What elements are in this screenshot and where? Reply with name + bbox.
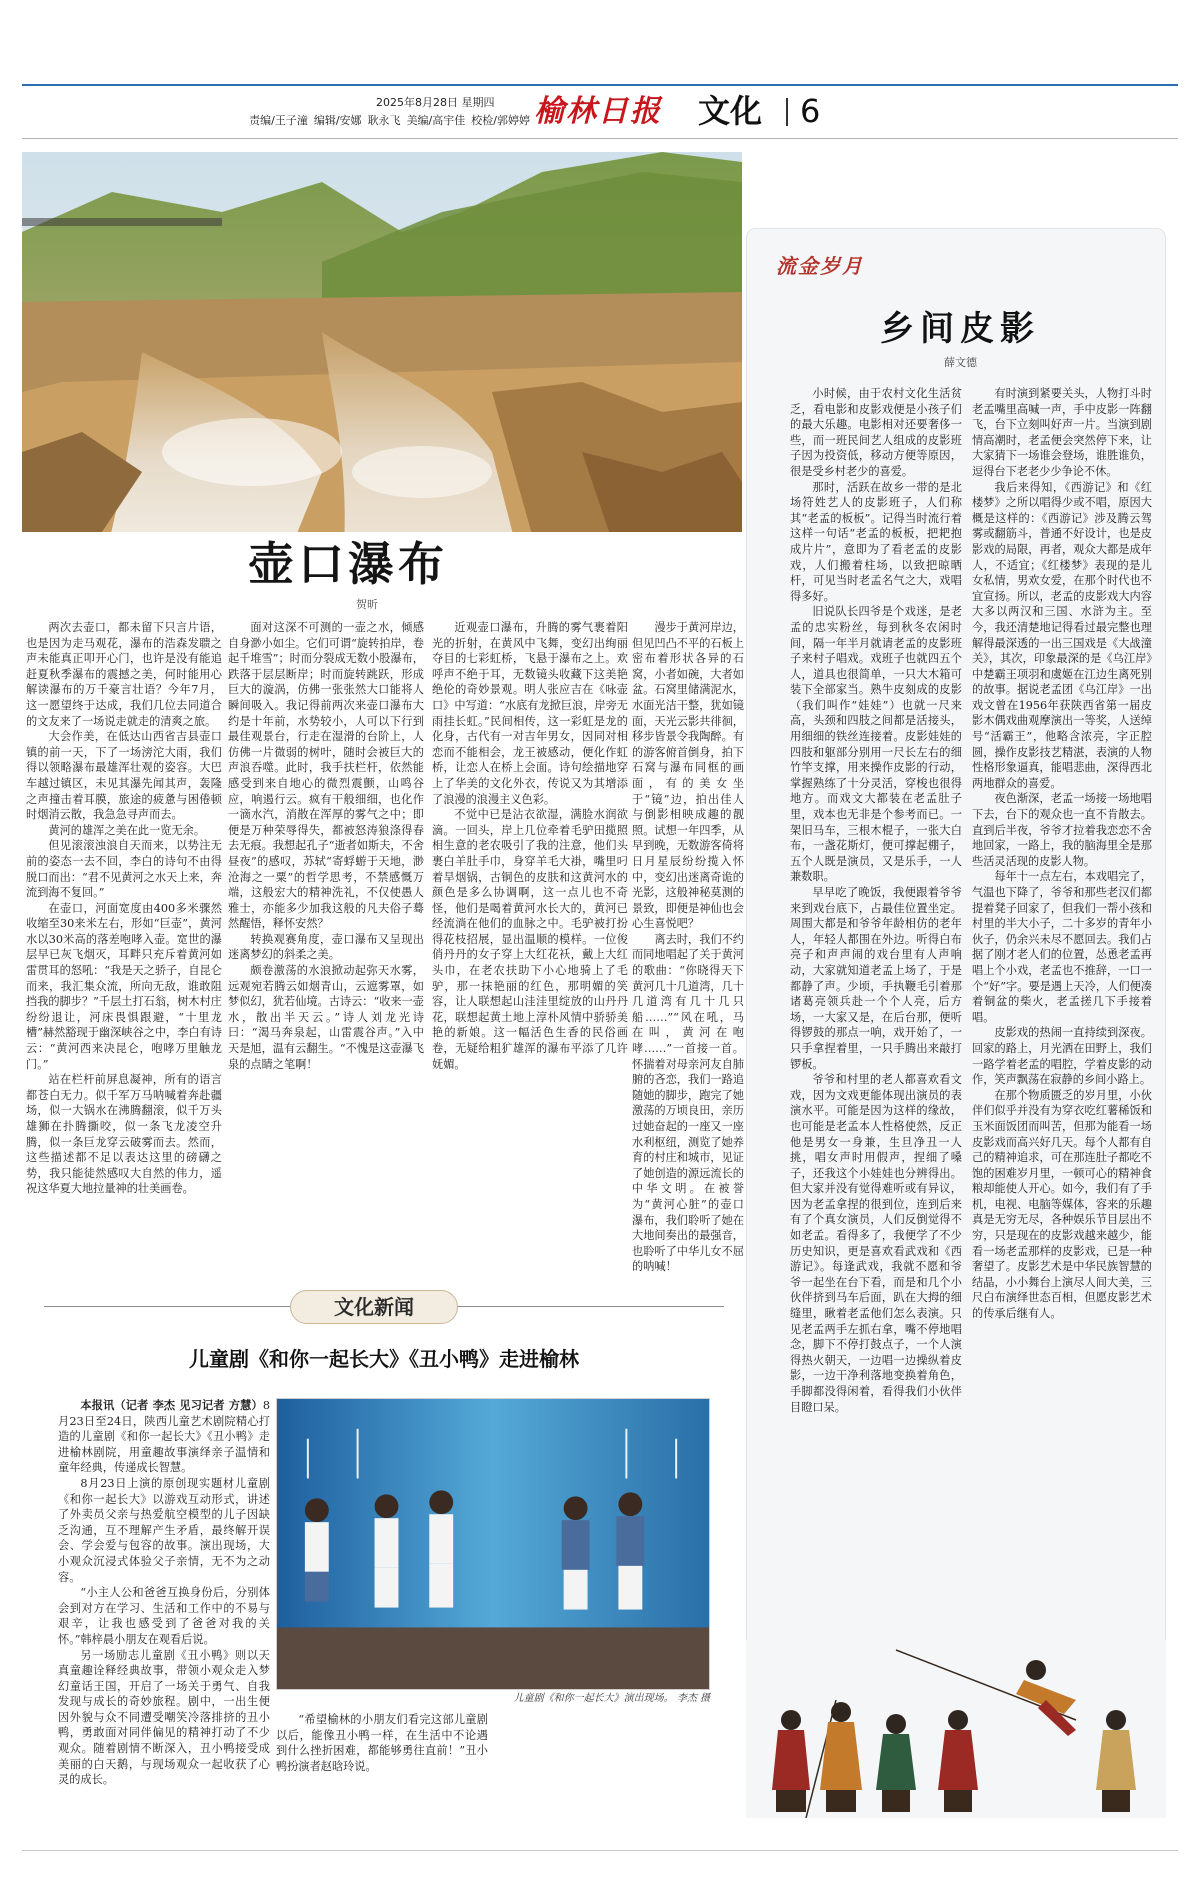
feature-paragraph: 面对这深不可测的一壶之水，倾感自身渺小如尘。它们可谓“旋转拍岸，卷起千堆雪”；时而分裂成无数小股瀑布，跌落于层层断岸；时而旋转跳跃，形成巨大的漩涡，仿佛一张张然大口能将人瞬间吸入。我记得前两次来壶口瀑布大约是十年前，水势较小，人可以下行到最佳观景台，行走在湿滑的台阶上，人仿佛一片微弱的树叶，随时会被巨大的声浪吞噬。此时，我手扶栏杆，依然能感受到来自地心的微烈震颤，山鸣谷应，响遏行云。疯有干般细细，也化作一滴水汽，消散在浑厚的雾气之中；即便是万种荣辱得失，都被怒涛狼涤得春去无痕。我想起孔子“逝者如斯夫，不舍昼夜”的感叹，苏轼“寄蜉蝣于天地，渺沧海之一粟”的哲学思考，不禁感慨万端，这般宏大的精神洗礼，不仅使愚人雅士，亦能多少加我这般的凡夫俗子蓦然醒悟，释怀安然？ xyxy=(228,621,424,931)
stage-illustration xyxy=(277,1399,709,1689)
feature-column-2 xyxy=(228,620,424,1342)
news-column-1 xyxy=(58,1398,270,1850)
waterfall-illustration xyxy=(22,152,742,570)
news-lead-text: 8月23日至24日，陕西儿童艺术剧院精心打造的儿童剧《和你一起长大》《丑小鸭》走进榆林剧院，用童趣故事演绎亲子温情和童年经典，传递成长智慧。 xyxy=(58,1399,270,1475)
page-separator xyxy=(786,98,788,126)
editor-2: 编辑/安娜 xyxy=(313,114,362,127)
feature-paragraph: 离去时，我们不约而同地唱起了关于黄河的歌曲：“你晓得天下黄河几十几道湾，几十几道湾有几十几只船……”“风在吼，马在叫，黄河在咆哮……”一首接一首。怀揣着对母亲河友自肺腑的吝恋，我们一路追随她的脚步，跑完了她激荡的万顷良田，亲历过她奋起的一座又一座水利枢纽，测览了她养育的村庄和城市，见证了她创造的源远流长的中华文明。在被誉为“黄河心脏”的壶口瀑布，我们聆听了她在大地间奏出的最强音，也聆听了中华儿女不屈的呐喊！ xyxy=(632,932,744,1274)
essay-column-2 xyxy=(972,386,1152,1702)
essay-title: 乡间皮影 xyxy=(880,309,1040,349)
shadow-puppet-icon xyxy=(746,1640,1166,1818)
feature-paragraph: 站在栏杆前屏息凝神，所有的语言都苍白无力。似千军万马呐喊着奔赴疆场，似一大锅水在沸腾翻滚，似千万头雄狮在扑腾撕咬，似一条飞龙凌空升腾，似一条巨龙穿云破雾而去。然而，这些描述都不足以表达这里的磅礴之势，我只能徒然感叹大自然的伟力，遥祝这华夏大地拉量神的壮美画卷。 xyxy=(26,1073,222,1196)
feature-column-3 xyxy=(432,620,628,1342)
editor-list xyxy=(243,114,530,127)
feature-paragraph: 黄河的雄浑之美在此一览无余。 xyxy=(48,823,206,837)
stage-photo xyxy=(276,1398,710,1690)
feature-paragraph: 不觉中已是沾衣欲湿，满脸水润欲滴。一回头，岸上几位牵着毛驴田揽照相生意的老农吸引了我的注意，他们头裹白羊肚手巾，身穿羊毛大褂，嘴里叼着旱烟锅，古铜色的皮肤和这黄河水的颜色是多么协调啊，这一点儿也不奇怪，他们是喝着黄河水长大的，黄河已经流淌在他们的血脉之中。毛驴被打扮得花枝招展，显出温顺的模样。一位俊俏丹丹的女子穿上大红花袄，戴上大红头巾，在老农扶助下小心地骑上了毛驴，那一抹艳丽的红色，那明媚的笑容，让人联想起山洼洼里绽放的山丹丹花，联想起黄土地上淳朴风情中骄骄美艳的新娘。这一幅活色生香的民俗画卷，无疑给粗犷雄浑的瀑布平添了几许妩媚。 xyxy=(432,808,628,1071)
feature-paragraph: 但见滚滚浊浪自天而来，以势注无前的姿态一去不回，李白的诗句不由得脱口而出：“君不见黄河之水天上来，奔流到海不复回。” xyxy=(26,839,222,900)
essay-paragraph: 爷爷和村里的老人都喜欢看文戏，因为文戏更能体现出演员的表演水平。可能是因为这样的缘故，也可能是老孟本人性格使然，反正他是男女一身兼，生旦净丑一人挑，唱女声时用假声，捏细了嗓子，还我这个小娃娃也分辨得出。但大家并没有觉得难听或有异议，因为老孟拿捏的很到位，连到后来有了个真女演员，人们反倒觉得不如老孟。看得多了，我便学了不少历史知识，更是喜欢看武戏和《西游记》。每逢武戏，我就不愿和爷爷一起坐在台下看，而是和几个小伙伴挤到马车后面，趴在大拇的细缝里，瞅着老孟他们怎么表演。只见老孟两手左抓右拿，嘴不停地唱念，脚下不停打鼓点子，一个人演得热火朝天，一边唱一边操纵着皮影，一边干净利落地变换着角色，手脚都没得闲着，看得我们小伙伴目瞪口呆。 xyxy=(790,1073,962,1414)
news-byline: 本报讯（记者 李杰 见习记者 方慧） xyxy=(80,1398,263,1412)
masthead-rule xyxy=(22,138,1178,139)
feature-paragraph: 两次去壶口，都未留下只言片语，也是因为走马观花，瀑布的浩森发聩之声未能真正叩开心门，也许是没有能追赶夏秋季瀑布的震撼之美，何时能用心解读瀑布的万千豪言壮语？今年7月，这一愿望终于达成，我们几位去同道合的文友来了一场说走就走的清爽之旅。 xyxy=(26,621,222,728)
editor-5: 校检/郭婷婷 xyxy=(471,114,530,127)
feature-paragraph: 颇卷激荡的水浪掀动起弥天水雾，远观宛若腾云如烟青山，云遮雾罩，如梦似幻，犹若仙境。古诗云：“收来一壶水，散出半天云。”诗人刘龙光诗曰：“渴马奔泉起，山雷震谷声。”入中天是旭，温有云翻生。“不愧是这壶瀑飞泉的点睛之笔啊！ xyxy=(228,964,424,1071)
editor-4: 美编/高宇佳 xyxy=(406,114,466,127)
feature-column-4 xyxy=(632,620,744,1342)
column-name: 流金岁月 xyxy=(776,254,864,278)
top-rule xyxy=(22,84,1178,86)
essay-paragraph: 有时演到紧要关头，人物打斗时老孟嘴里高喊一声，手中皮影一阵翻飞，台下立刻叫好声一片。当演到剧情高潮时，老孟便会突然停下来，让大家猜下一场谁会登场，谁胜谁负，逗得台下老老少少争论不休。 xyxy=(972,387,1152,478)
date-text: 2025年8月28日 xyxy=(376,96,458,109)
section-name: 文化 xyxy=(698,92,763,130)
page-number: 6 xyxy=(800,92,821,130)
feature-column-1 xyxy=(26,620,222,1342)
news-paragraph: 8月23日上演的原创现实题材儿童剧《和你一起长大》以游戏互动形式，讲述了外卖员父亲与热爱航空模型的儿子因缺乏沟通，互不理解产生矛盾，最终解开误会、学会爱与包容的故事。演出现场，大小观众沉浸式体验父子亲情，无不为之动容。 xyxy=(58,1476,270,1584)
essay-author: 薛文德 xyxy=(944,356,977,369)
issue-date xyxy=(376,94,530,112)
feature-paragraph: 转换观赛角度，壶口瀑布又呈现出迷离梦幻的斜柔之美。 xyxy=(228,932,424,962)
essay-paragraph: 我后来得知，《西游记》和《红楼梦》之所以唱得少或不唱，原因大概是这样的：《西游记》涉及腾云驾雾或翻筋斗，普通不好设计，也是皮影戏的局限，再者，观众大都是成年人，不适宜；《红楼梦》表现的是儿女私情，男欢女爱，在那个时代也不宜宣扬。所以，老孟的皮影戏大内容大多以两汉和三国、水浒为主。至今，我还清楚地记得看过最完整也理解得最深透的一出三国戏是《大战潼关》，其次，印象最深的是《乌江岸》中楚霸王项羽和虞姬在江边生离死别的故事。据说老孟团《乌江岸》一出戏文曾在1956年获陕西省第一届皮影木偶戏曲观摩演出一等奖，人送绰号“活霸王”，他略含浓亮，字正腔圆，操作皮影技艺精湛，表演的人物性格形象逼真，能唱悲曲，深得西北两地群众的喜爱。 xyxy=(972,480,1152,790)
essay-paragraph: 在那个物质匮乏的岁月里，小伙伴们似乎并没有为穿衣吃红薯稀饭和玉米面饭团而叫苦，但那为能看一场皮影戏而高兴好几天。每个人都有自己的精神追求，可在那连肚子都吃不饱的困难岁月里，一顿可心的精神食粮却能使人开心。如今，我们有了手机，电视、电脑等媒体，容来的乐趣真是无穷无尽，各种娱乐节目层出不穷，只是现在的皮影戏越来越少，能看一场老孟那样的皮影戏，已是一种奢望了。皮影艺术是中华民族智慧的结晶，小小舞台上演尽人间大美，三尺白布演绎世态百相，但愿皮影艺术的传承后继有人。 xyxy=(972,1088,1152,1321)
essay-paragraph: 旧说队长四爷是个戏迷，是老孟的忠实粉丝，每到秋冬农闲时间，隔一年半月就请老孟的皮影班子来村子唱戏。戏班子也就四五个人，道具也很简单，一只大木箱可装下全部家当。熟牛皮刻成的皮影（我们叫作“娃娃”）也就一尺来高，头颈和四肢之间都是活接头，用细细的铁丝连接着。皮影娃娃的四肢和躯部分别用一尺长左右的细竹竿支撑，用来操作皮影的行动，掌握熟练了十分灵活，穿梭也很得地方。而戏文大都装在老孟肚子里，戏本也无非是个参考而已。一架旧马车，三根木棍子，一张大白布，一盏花斯灯，便可撑起棚子，五个人既是演员，又是乐手，一人兼数职。 xyxy=(790,605,962,884)
essay-paragraph: 每年十一点左右，本戏唱完了，气温也下降了，爷爷和那些老汉们都提着凳子回家了，但我们一帮小孩和村里的半大小子，二十多岁的青年小伙子，仍余兴未尽不愿回去。我们占据了刚才老人们的位置，怂恿老孟再唱上个小戏，老孟也不推辞，一口一个“好”字。要是遇上天冷，人们便凑着铜盆的柴火，老孟搓几下手接着唱。 xyxy=(972,870,1152,1024)
feature-paragraph: 在壶口，河面宽度由400多米骤然收缩至30来米左右，形如“巨壶”，黄河水以30米高的落差咆哮入壶。宽世的瀑层早已灰飞烟灭，耳畔只充斥着黄河如雷贯耳的怒吼：“我是天之骄子，自昆仑而来，我汇集众流，所向无敌，谁敢阻挡我的脚步？”千层土打石翁，树木村庄纷纷退让，河床畏惧跟避，“十里龙槽”赫然豁现于幽深峡谷之中，李白有诗云：“黄河西来决昆仑，咆哮万里触龙门。” xyxy=(26,901,222,1071)
news-column-3 xyxy=(498,1712,710,1850)
shadow-puppet-illustration xyxy=(746,1640,1166,1818)
news-paragraph xyxy=(58,1398,270,1476)
essay-paragraph: 小时候，由于农村文化生活贫乏，看电影和皮影戏便是小孩子们的最大乐趣。电影相对还要奢侈一些，而一班民间艺人组成的皮影班子因为投资低，移动方便等原因，很是受乡村老少的喜爱。 xyxy=(790,387,962,478)
news-column-2 xyxy=(276,1712,488,1850)
news-paragraph: 另一场励志儿童剧《丑小鸭》则以天真童趣诠释经典故事，带领小观众走入梦幻童话王国，开启了一场关于勇气、自我发现与成长的奇妙旅程。剧中，一出生便因外貌与众不同遭受嘲笑冷落排挤的丑小鸭，勇敢面对同伴偏见的精神打动了不少观众。随着剧情不断深入，丑小鸭接受成美丽的白天鹅，与现场观众一起收获了心灵的成长。 xyxy=(58,1648,270,1787)
masthead-meta xyxy=(200,94,530,130)
waterfall-photo xyxy=(22,152,742,570)
news-headline: 儿童剧《和你一起长大》《丑小鸭》走进榆林 xyxy=(189,1347,579,1371)
feature-paragraph: 漫步于黄河岸边，但见凹凸不平的石板上密布着形状各异的石窝，小者如碗，大者如盆。石窝里储满泥水，水面光洁干整，犹如镜面，天光云影共徘徊，移步皆景令我陶醉。有的游客俯首倒身，拍下石窝与瀑布同框的画面，有的美女坐于“镜”边，拍出佳人与倒影相映成趣的靓照。试想一年四季，从早到晚，无数游客倚将日月星辰纷纷揽入怀中，变幻出迷离奇诡的光影，这般神秘莫测的景致，即便是神仙也会心生喜悦吧？ xyxy=(632,621,744,931)
essay-paragraph: 那时，活跃在故乡一带的是北场符姓艺人的皮影班子，人们称其“老孟的板板”。记得当时流行着这样一句话“老孟的板板，把耙抱成片片”，意即为了看老孟的皮影戏，人们搬着柱场，以致把晾晒杆，可见当时老孟名气之大，戏唱得多好。 xyxy=(790,480,962,603)
essay-paragraph: 夜色渐深，老孟一场接一场地唱下去，台下的观众也一直不肯散去。直到后半夜，爷爷才拉着我恋恋不舍地回家，一路上，我的脑海里全是那些活灵活现的皮影人物。 xyxy=(972,792,1152,868)
editor-1: 责编/王子潼 xyxy=(249,114,308,127)
feature-author: 贺昕 xyxy=(356,598,378,611)
newspaper-logo: 榆林日报 xyxy=(534,94,662,129)
essay-column-1 xyxy=(790,386,962,1702)
bottom-rule xyxy=(22,1850,1178,1851)
feature-paragraph: 大会作美，在低达山西省吉县壶口镇的前一天，下了一场滂沱大雨，我们得以领略瀑布最雄浑壮观的姿容。大巴车越过镇区，未见其瀑先闻其声，轰隆之声撞击着耳膜，旅途的疲惫与困倦顿时烟消云散，我急急寻声而去。 xyxy=(26,730,222,822)
weekday-text: 星期四 xyxy=(461,96,495,109)
feature-title: 壶口瀑布 xyxy=(248,537,448,591)
photo-caption: 儿童剧《和你一起长大》演出现场。 李杰 摄 xyxy=(513,1693,710,1704)
news-section-tag: 文化新闻 xyxy=(290,1290,458,1324)
editor-3: 耿永飞 xyxy=(367,114,401,127)
essay-paragraph: 皮影戏的热闹一直持续到深夜。回家的路上，月光洒在田野上，我们一路学着老孟的唱腔，学着皮影的动作，笑声飘荡在寂静的乡间小路上。 xyxy=(972,1026,1152,1087)
news-paragraph: “小主人公和爸爸互换身份后，分别体会到对方在学习、生活和工作中的不易与艰辛，让我也感受到了爸爸对我的关怀。”韩梓晨小朋友在观看后说。 xyxy=(58,1586,270,1646)
essay-paragraph: 早早吃了晚饭，我便跟着爷爷来到戏台底下，占最佳位置坐定。周围大都是和爷爷年龄相仿的老年人，年轻人都围在外边。听得白布亮子和声声闹的戏台里有人声响动，大家就知道老孟上场了，于是都静了声。少顷，手执鞭毛引着那诸葛亮领兵赴一个个人亮，后方场，一大家又是，在后台那，便听得锣鼓的那点一响，戏开始了，一只手拿捏着里，一只手腾出来敲打锣板。 xyxy=(790,886,962,1071)
feature-paragraph: 近观壶口瀑布，升腾的雾气裹着阳光的折射，在黄风中飞舞，变幻出绚丽夺目的七彩虹桥，飞悬于瀑布之上。欢呼声不绝于耳，无数镜头收藏下这美艳绝伦的奇妙景观。明人张应吉在《咏壶口》中写道：“水底有龙掀巨浪，岸旁无雨挂长虹。”民间相传，这一彩虹是龙的化身，古代有一对吉年男女，因同对相恋而不能相会，龙王被感动，便化作虹桥，让恋人在桥上会面。诗句绘描地穿上了华美的文化外衣，传说又为其增添了浪漫的浪漫主义色彩。 xyxy=(432,621,628,806)
news-paragraph: “希望榆林的小朋友们看完这部儿童剧以后，能像丑小鸭一样，在生活中不论遇到什么挫折困难，都能够勇往直前！”丑小鸭扮演者赵晗玲说。 xyxy=(276,1713,488,1773)
